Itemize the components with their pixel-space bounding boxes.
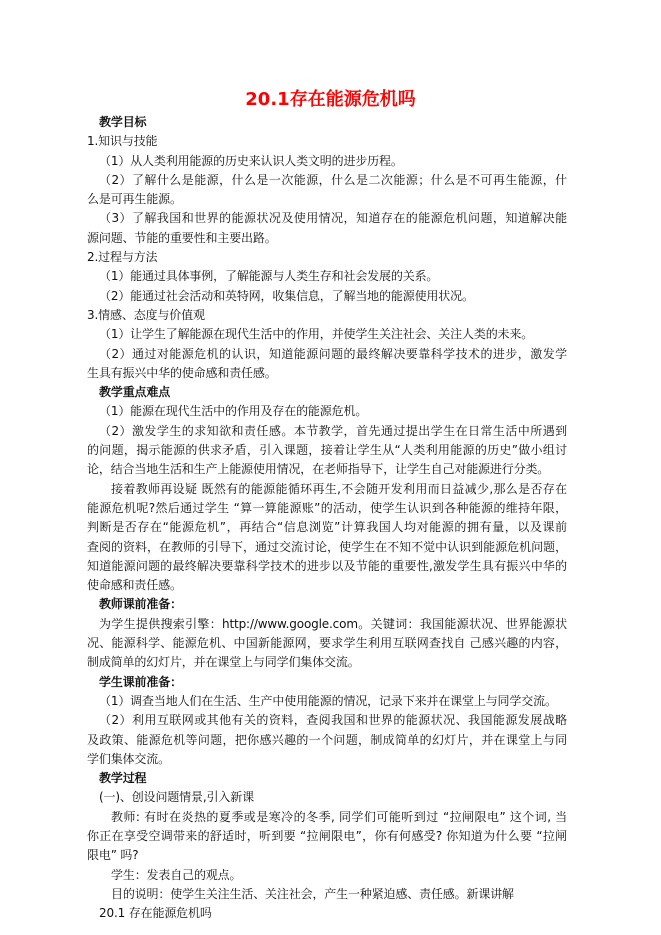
text-line: （2）激发学生的求知欲和责任感。本节教学，首先通过提出学生在日常生活中所遇到 <box>99 423 567 438</box>
text-line: 制成简单的幻灯片，并在课堂上与同学们集体交流。 <box>87 655 360 670</box>
text-line: 的问题，揭示能源的供求矛盾，引入课题，接着让学生从“人类利用能源的历史”做小组讨 <box>87 443 567 458</box>
text-line: 能源危机呢?然后通过学生 “算一算能源账”的活动，使学生认识到各种能源的维持年限， <box>87 500 567 515</box>
text-line: 为学生提供搜索引擎：http://www.google.com。关键词：我国能源状况、世界能源状 <box>99 616 567 631</box>
text-line: 查阅的资料，在教师的引导下，通过交流讨论，使学生在不知不觉中认识到能源危机问题， <box>87 539 567 554</box>
text-line: 教师: 有时在炎热的夏季或是寒冷的冬季, 同学们可能听到过 “拉闸限电” 这个词, 当 <box>111 809 567 824</box>
text-line: （1）能源在现代生活中的作用及存在的能源危机。 <box>99 404 368 419</box>
text-line: 教学过程 <box>99 771 147 786</box>
text-line: 接着教师再设疑 既然有的能源能循环再生,不会随开发利用而日益减少,那么是否存在 <box>111 481 567 496</box>
text-line: （3）了解我国和世界的能源状况及使用情况，知道存在的能源危机问题，知道解决能 <box>99 211 567 226</box>
text-line: 源问题、节能的重要性和主要出路。 <box>87 230 277 245</box>
text-line: 生具有振兴中华的使命感和责任感。 <box>87 365 277 380</box>
text-line: 2.过程与方法 <box>87 250 158 265</box>
text-line: 知道能源问题的最终解决要靠科学技术的进步以及节能的重要性,激发学生具有振兴中华的 <box>87 558 567 573</box>
text-line: （2）通过对能源危机的认识，知道能源问题的最终解决要靠科学技术的进步，激发学 <box>99 346 567 361</box>
text-line: 教学目标 <box>99 115 147 129</box>
text-line: 3.情感、态度与价值观 <box>87 307 205 322</box>
text-line: 论，结合当地生活和生产上能源使用情况，在老师指导下，让学生自己对能源进行分类。 <box>87 462 550 477</box>
text-line: (一)、创设问题情景,引入新课 <box>99 790 254 805</box>
text-line: 使命感和责任感。 <box>87 578 182 593</box>
text-line: 判断是否存在“能源危机”，再结合“信息浏览”计算我国人均对能源的拥有量，以及课前 <box>87 520 567 535</box>
text-line: （1）能通过具体事例，了解能源与人类生存和社会发展的关系。 <box>99 269 439 284</box>
text-line: 学们集体交流。 <box>87 751 170 766</box>
text-line: 学生课前准备： <box>99 674 182 689</box>
text-line: （2）了解什么是能源，什么是一次能源，什么是二次能源；什么是不可再生能源，什 <box>99 172 567 187</box>
text-line: 1.知识与技能 <box>87 134 158 149</box>
text-line: （1）调查当地人们在生活、生产中使用能源的情况，记录下来并在课堂上与同学交流。 <box>99 693 557 708</box>
text-line: 20.1 存在能源危机吗 <box>99 906 212 921</box>
text-line: 么是可再生能源。 <box>87 192 182 207</box>
text-line: （2）能通过社会活动和英特网，收集信息，了解当地的能源使用状况。 <box>99 288 474 303</box>
text-line: 学生：发表自己的观点。 <box>111 867 242 882</box>
text-line: 目的说明：使学生关注生活、关注社会，产生一种紧迫感、责任感。新课讲解 <box>111 886 514 901</box>
text-line: 况、能源科学、能源危机、中国新能源网，要求学生利用互联网查找自 己感兴趣的内容， <box>87 636 567 651</box>
text-line: 及政策、能源危机等问题，把你感兴趣的一个问题，制成简单的幻灯片，并在课堂上与同 <box>87 732 567 747</box>
text-line: （1）让学生了解能源在现代生活中的作用，并使学生关注社会、关注人类的未来。 <box>99 327 534 342</box>
document-title: 20.1存在能源危机吗 <box>245 89 416 110</box>
text-line: 限电” 吗? <box>87 848 139 863</box>
text-line: 教学重点难点 <box>99 385 171 400</box>
text-line: 教师课前准备： <box>99 597 182 612</box>
text-line: 你正在享受空调带来的舒适时，听到要 “拉闸限电”，你有何感受? 你知道为什么要 “拉闸 <box>87 828 567 843</box>
text-line: （1）从人类利用能源的历史来认识人类文明的进步历程。 <box>99 153 403 168</box>
document-body <box>87 113 567 923</box>
text-line: （2）利用互联网或其他有关的资料，查阅我国和世界的能源状况、我国能源发展战略 <box>99 713 567 728</box>
